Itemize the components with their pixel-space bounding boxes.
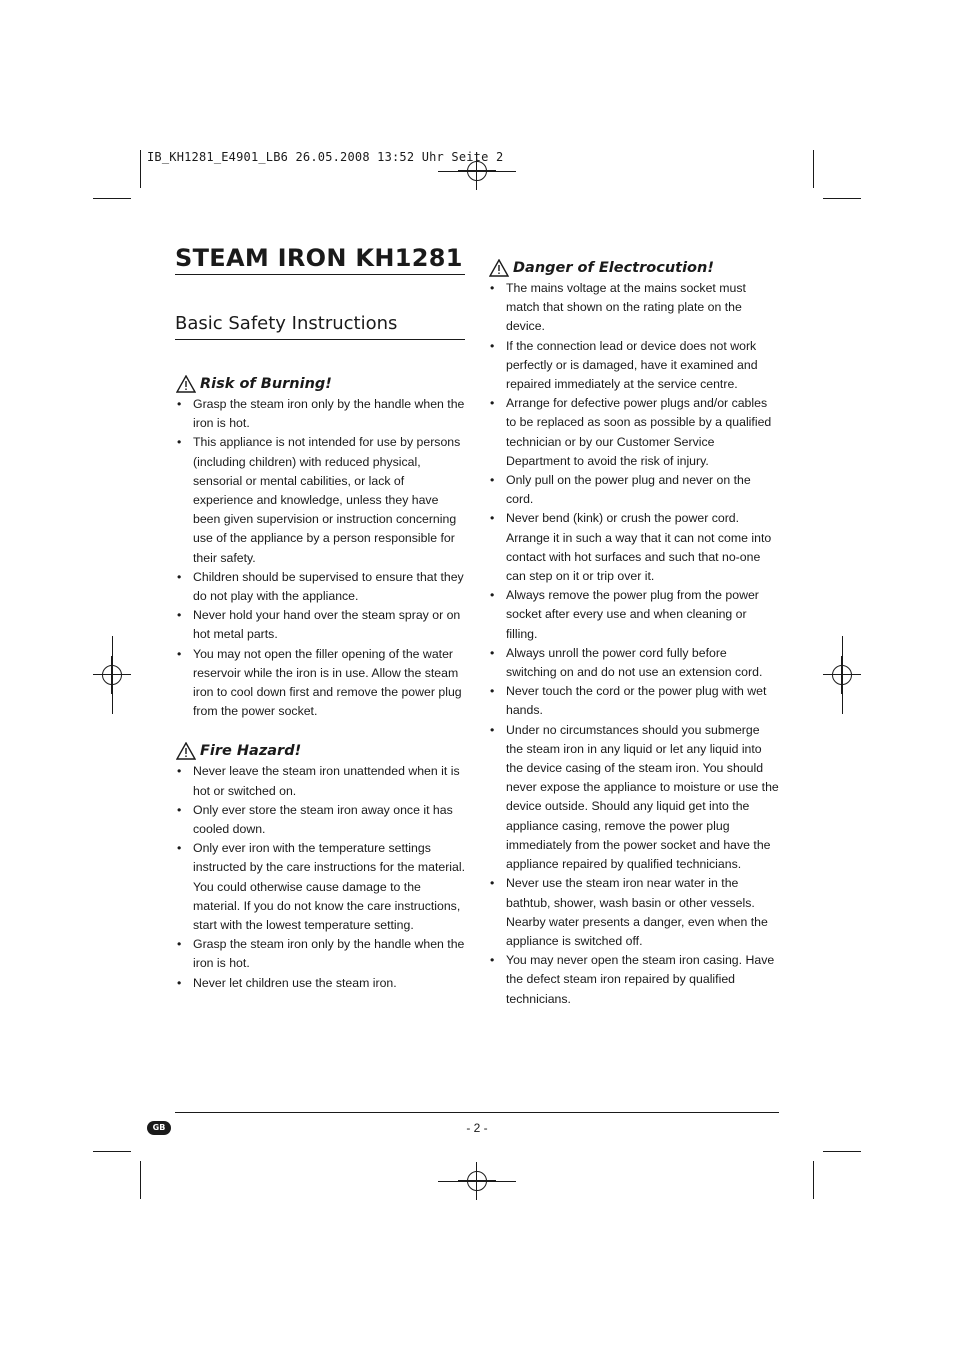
crop-mark	[140, 1161, 141, 1199]
list-item: • Grasp the steam iron only by the handle when the iron is hot.	[176, 395, 466, 433]
section-heading	[176, 373, 466, 395]
list-item: • Never touch the cord or the power plug with wet hands.	[489, 682, 779, 720]
list-item: • You may never open the steam iron casing. Have the defect steam iron repaired by qualified technicians.	[489, 951, 779, 1009]
print-slug: IB_KH1281_E4901_LB6 26.05.2008 13:52 Uhr Seite 2	[147, 150, 504, 164]
list-item: • The mains voltage at the mains socket must match that shown on the rating plate on the device.	[489, 279, 779, 337]
section-subtitle: Basic Safety Instructions	[175, 313, 398, 334]
section-fire-hazard	[176, 740, 466, 992]
list-item: • Never hold your hand over the steam spray or on hot metal parts.	[176, 606, 466, 644]
right-column	[489, 257, 779, 1009]
section-heading-text: Danger of Electrocution!	[513, 260, 714, 276]
section-risk-of-burning	[176, 373, 466, 721]
bullet-list	[176, 762, 466, 992]
crop-mark	[93, 198, 131, 199]
section-heading	[489, 257, 779, 279]
list-item: • Only pull on the power plug and never on the cord.	[489, 471, 779, 509]
list-item: • If the connection lead or device does not work perfectly or is damaged, have it examined and repaired immediately at the service centre.	[489, 337, 779, 395]
bullet-list	[489, 279, 779, 1009]
list-item: • You may not open the filler opening of the water reservoir while the iron is in use. Allow the steam iron to cool down first and remove the power plug from the power socket.	[176, 645, 466, 722]
list-item: • Under no circumstances should you submerge the steam iron in any liquid or let any liquid into the device casing of the steam iron. You should never expose the appliance to moisture or use the device outside. Should any liquid get into the appliance casing, remove the power plug immediately from the power socket and have the appliance repaired by qualified technicians.	[489, 721, 779, 875]
section-heading-text: Risk of Burning!	[200, 376, 332, 392]
crop-mark	[140, 150, 141, 188]
list-item: • Always unroll the power cord fully before switching on and do not use an extension cord.	[489, 644, 779, 682]
crop-mark	[813, 150, 814, 188]
left-column	[176, 373, 466, 993]
list-item: • Grasp the steam iron only by the handle when the iron is hot.	[176, 935, 466, 973]
crop-mark	[112, 636, 113, 714]
title-rule	[175, 274, 465, 275]
section-heading	[176, 740, 466, 762]
warning-triangle-icon	[176, 742, 196, 760]
list-item: • Only ever store the steam iron away once it has cooled down.	[176, 801, 466, 839]
language-badge: GB	[147, 1121, 171, 1135]
crop-mark	[93, 1151, 131, 1152]
footer-rule	[175, 1112, 779, 1113]
page-number: - 2 -	[466, 1121, 488, 1135]
bullet-list	[176, 395, 466, 721]
section-heading-text: Fire Hazard!	[200, 743, 302, 760]
crop-mark	[813, 1161, 814, 1199]
list-item: • Never use the steam iron near water in the bathtub, shower, wash basin or other vessels. Nearby water presents a danger, even when the appliance is switched off.	[489, 874, 779, 951]
subtitle-rule	[175, 339, 465, 340]
list-item: • Always remove the power plug from the power socket after every use and when cleaning or filling.	[489, 586, 779, 644]
list-item: • Only ever iron with the temperature settings instructed by the care instructions for the material. You could otherwise cause damage to the material. If you do not know the care instructions, start with the lowest temperature setting.	[176, 839, 466, 935]
list-item: • Children should be supervised to ensure that they do not play with the appliance.	[176, 568, 466, 606]
warning-triangle-icon	[489, 259, 509, 277]
page-title: STEAM IRON KH1281	[175, 244, 463, 272]
list-item: • Never leave the steam iron unattended when it is hot or switched on.	[176, 762, 466, 800]
crop-mark	[823, 198, 861, 199]
warning-triangle-icon	[176, 375, 196, 393]
list-item: • Never let children use the steam iron.	[176, 974, 466, 993]
crop-mark	[823, 1151, 861, 1152]
crop-mark	[842, 636, 843, 714]
crop-mark	[438, 171, 516, 172]
crop-mark	[438, 1181, 516, 1182]
list-item: • This appliance is not intended for use by persons (including children) with reduced physical, sensorial or mental cabilities, or lack of experience and knowledge, unless they have been given supervision or instruction concerning use of the appliance by a person responsible for their safety.	[176, 433, 466, 567]
list-item: • Arrange for defective power plugs and/or cables to be replaced as soon as possible by a qualified technician or by our Customer Service Department to avoid the risk of injury.	[489, 394, 779, 471]
list-item: • Never bend (kink) or crush the power cord. Arrange it in such a way that it can not come into contact with hot surfaces and such that no-one can step on it or trip over it.	[489, 509, 779, 586]
section-danger-of-electrocution	[489, 257, 779, 1009]
